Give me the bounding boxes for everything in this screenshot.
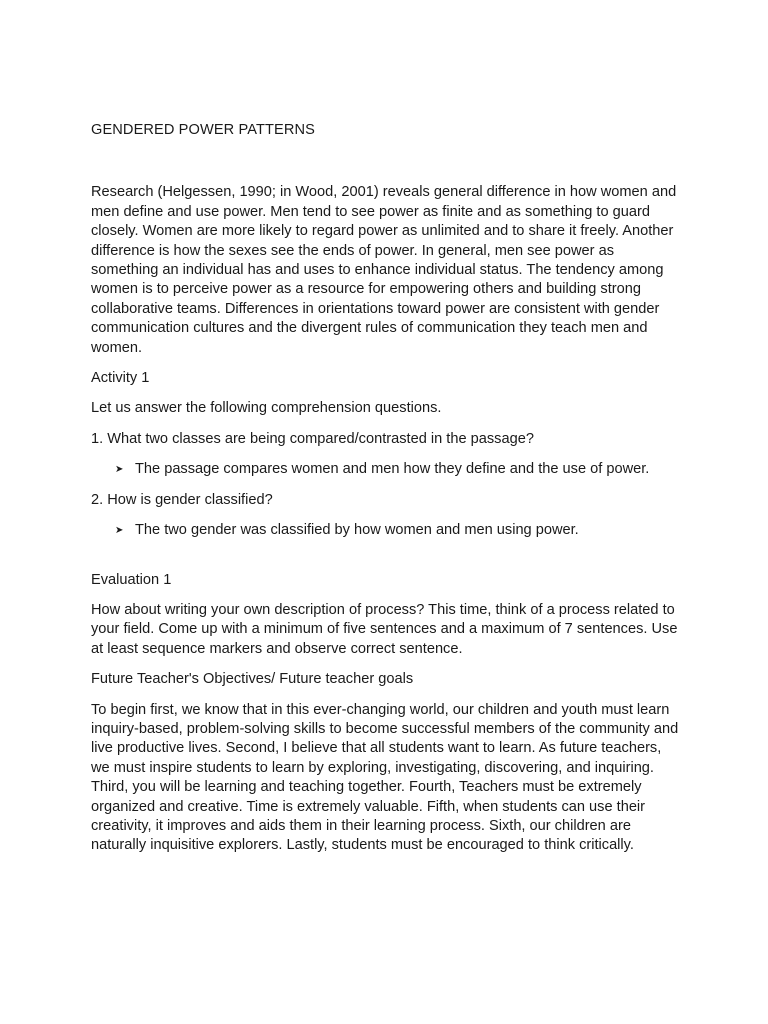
- document-title: GENDERED POWER PATTERNS: [91, 122, 315, 138]
- question-2: 2. How is gender classified?: [91, 491, 273, 508]
- answer-2-text: The two gender was classified by how women and men using power.: [135, 522, 579, 539]
- evaluation-instruction: How about writing your own description of process? This time, think of a process related to your field. Come up with a minimum of five sentences and a maximum of 7 sentences. Use at least sequence markers and observe correct sentence.: [91, 601, 678, 657]
- answer-2: [91, 521, 681, 540]
- evaluation-heading: Evaluation 1: [91, 571, 172, 588]
- activity-heading: Activity 1: [91, 370, 150, 387]
- evaluation-subheading: Future Teacher's Objectives/ Future teacher goals: [91, 671, 414, 688]
- document-page: [91, 121, 681, 867]
- arrow-bullet-icon: ➤: [115, 525, 124, 537]
- arrow-bullet-icon: ➤: [115, 464, 124, 476]
- answer-1-text: The passage compares women and men how they define and the use of power.: [135, 461, 650, 478]
- evaluation-response: To begin first, we know that in this ever-changing world, our children and youth must learn inquiry-based, problem-solving skills to become successful members of the community and live productive lives. Second, I believe that all students want to learn. As future teachers, we must inspire students to learn by exploring, investigating, discovering, and inquiring. Third, you will be learning and teaching together. Fourth, Teachers must be extremely organized and creative. Time is extremely valuable. Fifth, when students can use their creativity, it improves and aids them in their learning process. Sixth, our children are naturally inquisitive explorers. Lastly, students must be encouraged to think critically.: [91, 701, 679, 854]
- activity-instruction: Let us answer the following comprehension questions.: [91, 400, 442, 417]
- question-1: 1. What two classes are being compared/contrasted in the passage?: [91, 430, 534, 447]
- passage-paragraph: Research (Helgessen, 1990; in Wood, 2001) reveals general difference in how women and men define and use power. Men tend to see power as finite and as something to guard closely. Women are more likely to regard power as unlimited and to share it freely. Another difference is how the sexes see the ends of power. In general, men see power as something an individual has and uses to enhance individual status. The tendency among women is to perceive power as a resource for empowering others and building strong collaborative teams. Differences in orientations toward power are consistent with gender communication cultures and the divergent rules of communication they teach men and women.: [91, 184, 677, 356]
- answer-1: [91, 460, 681, 479]
